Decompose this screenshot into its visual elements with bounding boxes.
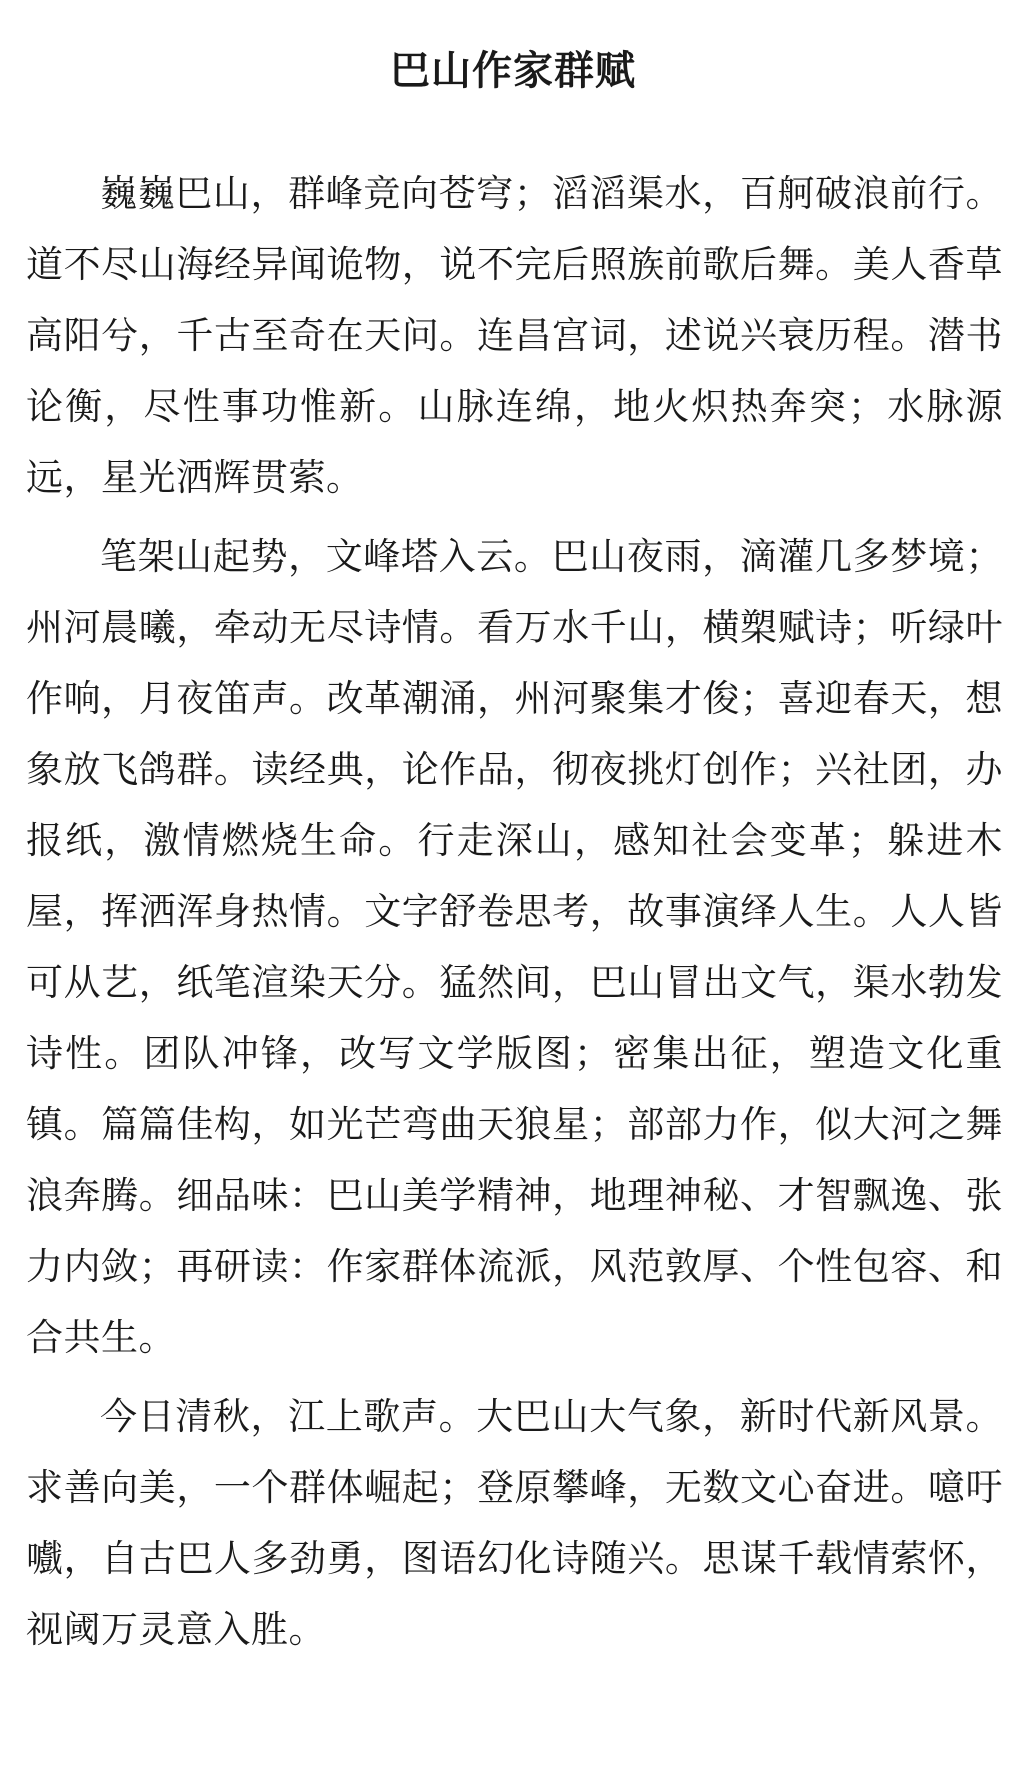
document-title: 巴山作家群赋: [390, 47, 636, 94]
paragraph-3: 今日清秋，江上歌声。大巴山大气象，新时代新风景。求善向美，一个群体崛起；登原攀峰，无数文心奋进。噫吁嚱，自古巴人多劲勇，图语幻化诗随兴。思谋千载情萦怀，视阈万灵意入胜。: [26, 1395, 1003, 1651]
document-body: [26, 158, 1003, 1673]
paragraph-1: 巍巍巴山，群峰竞向苍穹；滔滔渠水，百舸破浪前行。道不尽山海经异闻诡物，说不完后照族前歌后舞。美人香草高阳兮，千古至奇在天问。连昌宫词，述说兴衰历程。潜书论衡，尽性事功惟新。山脉连绵，地火炽热奔突；水脉源远，星光洒辉贯萦。: [26, 172, 1003, 499]
paragraph-2: 笔架山起势，文峰塔入云。巴山夜雨，滴灌几多梦境；州河晨曦，牵动无尽诗情。看万水千山，横槊赋诗；听绿叶作响，月夜笛声。改革潮涌，州河聚集才俊；喜迎春天，想象放飞鸽群。读经典，论作品，彻夜挑灯创作；兴社团，办报纸，激情燃烧生命。行走深山，感知社会变革；躲进木屋，挥洒浑身热情。文字舒卷思考，故事演绎人生。人人皆可从艺，纸笔渲染天分。猛然间，巴山冒出文气，渠水勃发诗性。团队冲锋，改写文学版图；密集出征，塑造文化重镇。篇篇佳构，如光芒弯曲天狼星；部部力作，似大河之舞浪奔腾。细品味：巴山美学精神，地理神秘、才智飘逸、张力内敛；再研读：作家群体流派，风范敦厚、个性包容、和合共生。: [26, 535, 1003, 1359]
